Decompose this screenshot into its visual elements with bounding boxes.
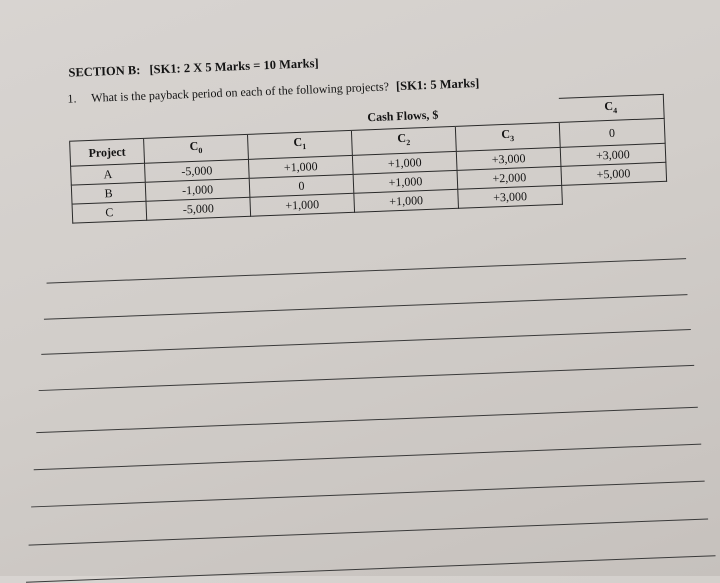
question-1 [67,76,479,107]
row-a-c3: +3,000 [456,147,561,170]
cash-flows-header: Cash Flows, $ [350,102,455,130]
answer-line [26,555,716,582]
row-b-c2: +1,000 [353,170,458,193]
section-header [68,56,319,81]
row-b-c3: +2,000 [457,166,562,189]
row-b-c0: -1,000 [145,178,250,201]
row-b-c4: +3,000 [560,143,665,166]
row-c-c0: -5,000 [146,197,251,220]
row-a-c2: +1,000 [352,151,457,174]
question-number: 1. [67,91,77,106]
row-c-c1: +1,000 [250,193,355,216]
project-a: A [71,163,146,185]
row-a-c0: -5,000 [145,159,250,182]
answer-line [36,407,698,433]
row-c-c4: +5,000 [561,162,666,185]
answer-line [41,329,691,355]
question-text: What is the payback period on each of the following projects? [91,79,390,105]
answer-line [44,294,688,320]
project-header: Project [70,139,145,166]
col-header-c4: $C_4$ [558,94,663,122]
project-c: C [72,201,147,223]
col-header-c2: $C_2$ [351,127,456,155]
section-marks: [SK1: 2 X 5 Marks = 10 Marks] [149,56,319,77]
section-title: SECTION B: [68,62,141,80]
row-c-c3: +3,000 [458,185,563,208]
col-header-c0: $C_0$ [144,135,249,163]
answer-line [47,258,687,284]
answer-line [31,481,705,508]
project-b: B [71,182,146,204]
col-header-c3: $C_3$ [455,123,560,151]
row-b-c1: 0 [249,174,354,197]
col-header-c1: $C_1$ [248,131,353,159]
answer-line [29,518,709,545]
row-a-c4: 0 [559,119,664,147]
answer-line [39,365,695,391]
row-c-c2: +1,000 [354,189,459,212]
cash-flow-table [68,94,667,224]
row-a-c1: +1,000 [248,155,353,178]
question-marks: [SK1: 5 Marks] [395,75,480,94]
answer-line [34,444,702,471]
